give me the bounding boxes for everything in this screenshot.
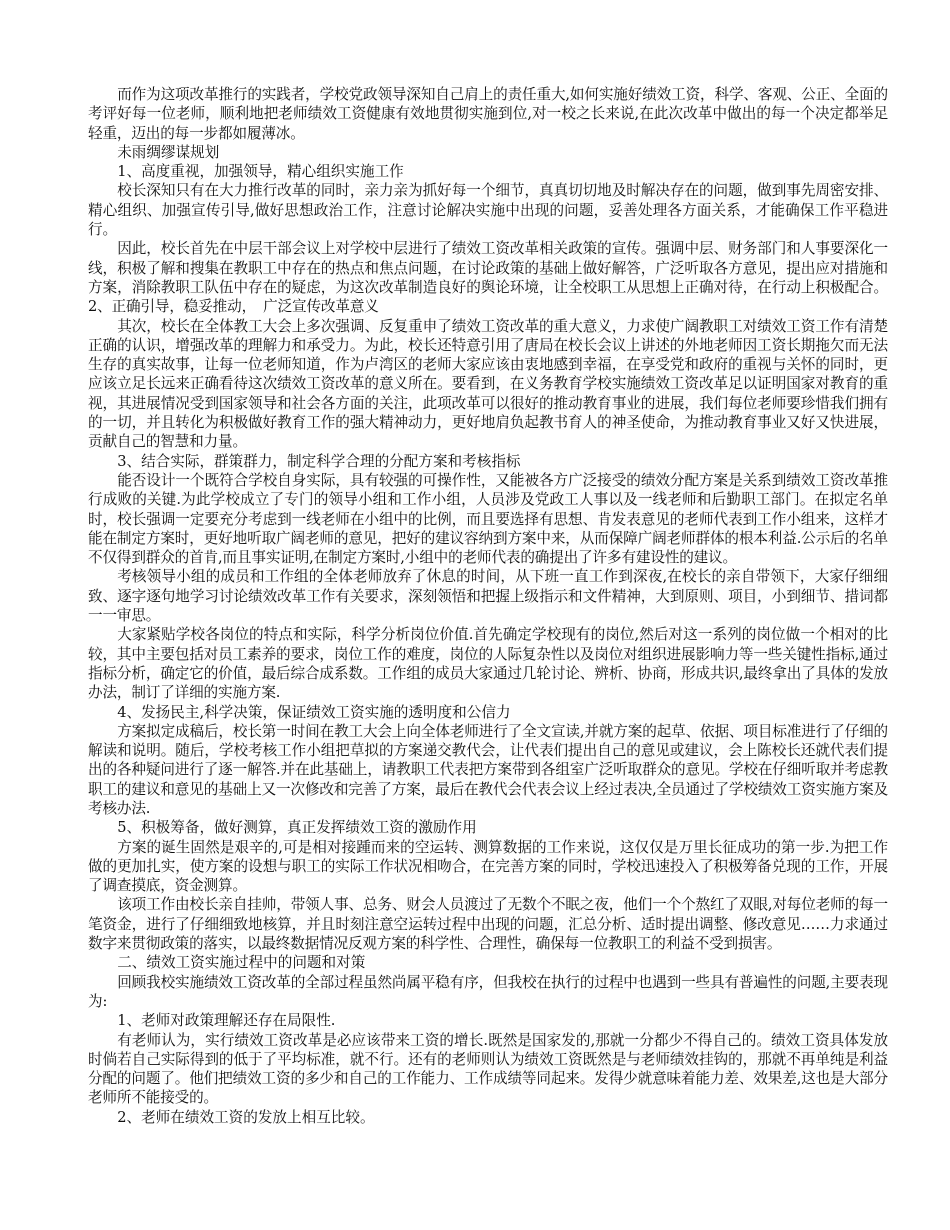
- paragraph: 回顾我校实施绩效工资改革的全部过程虽然尚属平稳有序，但我校在执行的过程中也遇到一些具有普遍性的问题,主要表现为:: [88, 973, 888, 1010]
- paragraph-intro: 而作为这项改革推行的实践者，学校党政领导深知自己肩上的责任重大,如何实施好绩效工资，科学、客观、公正、全面的考评好每一位老师，顺利地把老师绩效工资健康有效地贯彻实施到位,对一校之长来说,在此次改革中做出的每一个决定都举足轻重，迈出的每一步都如履薄冰。: [88, 86, 888, 142]
- section-heading-problems: 二、绩效工资实施过程中的问题和对策: [117, 954, 366, 972]
- paragraph: 方案的诞生固然是艰辛的,可是相对接踵而来的空运转、测算数据的工作来说，这仅仅是万里长征成功的第一步.为把工作做的更加扎实，使方案的设想与职工的实际工作状况相吻合，在完善方案的同时，学校迅速投入了积极筹备兑现的工作，开展了调查摸底，资金测算。: [88, 838, 888, 895]
- subheading-3: 3、结合实际，群策群力，制定科学合理的分配方案和考核指标: [117, 452, 521, 470]
- paragraph: 因此，校长首先在中层干部会议上对学校中层进行了绩效工资改革相关政策的宣传。强调中层、财务部门和人事要深化一线，积极了解和搜集在教职工中存在的热点和焦点问题，在讨论政策的基础上做好解答，广泛听取各方意见，提出应对措施和方案，消除教职工队伍中存在的疑虑，为这次改革制造良好的舆论环境，让全校职工从思想上正确对待，在行动上积极配合。2、正确引导，稳妥推动， 广泛宣传改革意义: [88, 240, 888, 316]
- paragraph: 能否设计一个既符合学校自身实际，具有较强的可操作性，又能被各方广泛接受的绩效分配方案是关系到绩效工资改革推行成败的关键.为此学校成立了专门的领导小组和工作小组，人员涉及党政工人事以及一线老师和后勤职工部门。在拟定名单时，校长强调一定要充分考虑到一线老师在小组中的比例，而且要选择有思想、肯发表意见的老师代表到工作小组来，这样才能在制定方案时，更好地听取广阔老师的意见，把好的建议容纳到方案中来，从而保障广阔老师群体的根本利益.公示后的名单不仅得到群众的首肯,而且事实证明,在制定方案时,小组中的老师代表的确提出了许多有建设性的建议。: [88, 471, 888, 567]
- paragraph: 该项工作由校长亲自挂帅，带领人事、总务、财会人员渡过了无数个不眠之夜，他们一个个熬红了双眼,对每位老师的每一笔资金，进行了仔细细致地核算，并且时刻注意空运转过程中出现的问题，汇总分析、适时提出调整、修改意见……力求通过数字来贯彻政策的落实，以最终数据情况反观方案的科学性、合理性，确保每一位教职工的利益不受到损害。: [88, 896, 888, 953]
- paragraph: 校长深知只有在大力推行改革的同时，亲力亲为抓好每一个细节，真真切切地及时解决存在的问题，做到事先周密安排、精心组织、加强宣传引导,做好思想政治工作，注意讨论解决实施中出现的问题，妥善处理各方面关系，才能确保工作平稳进行。: [88, 182, 888, 239]
- subheading-5: 5、积极筹备，做好测算，真正发挥绩效工资的激励作用: [117, 819, 477, 837]
- subheading-problem-2: 2、老师在绩效工资的发放上相互比较。: [117, 1108, 375, 1126]
- section-heading-planning: 未雨绸缪谋规划: [117, 143, 220, 161]
- subheading-problem-1: 1、老师对政策理解还存在局限性.: [117, 1012, 336, 1030]
- paragraph: 方案拟定成稿后，校长第一时间在教工大会上向全体老师进行了全文宣读,并就方案的起草、依据、项目标准进行了仔细的解读和说明。随后，学校考核工作小组把草拟的方案递交教代会，让代表们提出自己的意见或建议，会上陈校长还就代表们提出的各种疑问进行了逐一解答.并在此基础上，请教职工代表把方案带到各组室广泛听取群众的意见。学校在仔细听取并考虑教职工的建议和意见的基础上又一次修改和完善了方案，最后在教代会代表会议上经过表决,全员通过了学校绩效工资实施方案及考核办法.: [88, 722, 888, 817]
- subheading-4: 4、发扬民主,科学决策，保证绩效工资实施的透明度和公信力: [117, 703, 511, 721]
- subheading-1: 1、高度重视，加强领导，精心组织实施工作: [117, 163, 404, 181]
- paragraph: 考核领导小组的成员和工作组的全体老师放弃了休息的时间，从下班一直工作到深夜,在校长的亲自带领下，大家仔细细致、逐字逐句地学习讨论绩效改革工作有关要求，深刻领悟和把握上级指示和文件精神，大到原则、项目，小到细节、措词都一一审思。: [88, 568, 888, 625]
- paragraph: 大家紧贴学校各岗位的特点和实际，科学分析岗位价值.首先确定学校现有的岗位,然后对这一系列的岗位做一个相对的比较，其中主要包括对员工素养的要求，岗位工作的难度，岗位的人际复杂性以及岗位对组织进展影响力等一些关键性指标,通过指标分析，确定它的价值，最后综合成系数。工作组的成员大家通过几轮讨论、辨析、协商，形成共识,最终拿出了具体的发放办法，制订了详细的实施方案.: [88, 626, 888, 702]
- paragraph: 有老师认为，实行绩效工资改革是必应该带来工资的增长.既然是国家发的,那就一分都少不得自己的。绩效工资具体发放时倘若自己实际得到的低于了平均标准，就不行。还有的老师则认为绩效工资既然是与老师绩效挂钩的，那就不再单纯是利益分配的问题了。他们把绩效工资的多少和自己的工作能力、工作成绩等同起来。发得少就意味着能力差、效果差,这也是大部分老师所不能接受的。: [88, 1031, 888, 1107]
- paragraph: 其次，校长在全体教工大会上多次强调、反复重申了绩效工资改革的重大意义，力求使广阔教职工对绩效工资工作有清楚正确的认识，增强改革的理解力和承受力。为此，校长还特意引用了唐局在校长会议上讲述的外地老师因工资长期拖欠而无法生存的真实故事，让每一位老师知道，作为卢湾区的老师大家应该由衷地感到幸福，在享受党和政府的重视与关怀的同时，更应该立足长远来正确看待这次绩效工资改革的意义所在。要看到，在义务教育学校实施绩效工资改革足以证明国家对教育的重视，其进展情况受到国家领导和社会各方面的关注，此项改革可以很好的推动教育事业的进展，我们每位老师要珍惜我们拥有的一切，并且转化为积极做好教育工作的强大精神动力，更好地肩负起教书育人的神圣使命，为推动教育事业又好又快进展，贡献自己的智慧和力量。: [88, 317, 888, 451]
